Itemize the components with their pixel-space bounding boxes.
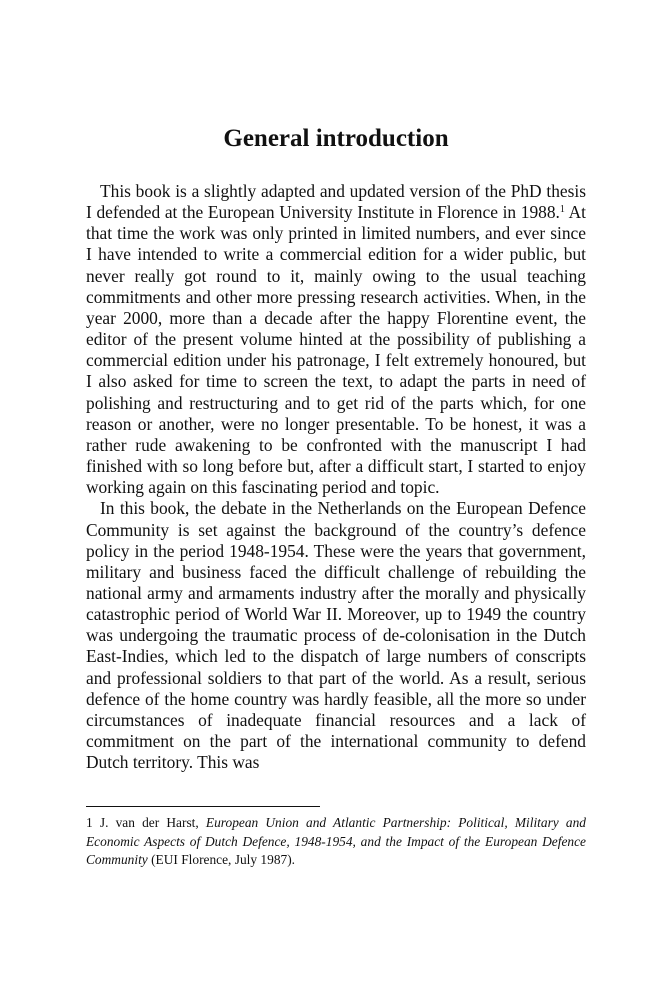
chapter-title: General introduction: [223, 125, 449, 152]
book-page: [86, 0, 586, 1002]
footnote-divider: [86, 806, 320, 807]
footnote-reference: 1: [559, 204, 565, 216]
paragraph-2: In this book, the debate in the Netherlands on the European Defence Community is set against the background of the country’s defence policy in the period 1948-1954. These were the years that government, military and business faced the difficult challenge of rebuilding the national army and armaments industry after the morally and physically catastrophic period of World War II. Moreover, up to 1949 the country was undergoing the traumatic process of de-colonisation in the Dutch East-Indies, which led to the dispatch of large numbers of conscripts and professional soldiers to that part of the world. As a result, serious defence of the home country was hardly feasible, all the more so under circumstances of inadequate financial resources and a lack of commitment on the part of the international community to defend Dutch territory. This was: [86, 498, 586, 773]
footnote-work-title: European Union and Atlantic Partnership: Political, Military and Economic Aspects of Dutch Defence, 1948-1954, and the Impact of the European Defence Community: [86, 815, 587, 867]
footnote-citation-prefix: 1 J. van der Harst,: [86, 815, 206, 830]
footnote-citation-suffix: (EUI Florence, July 1987).: [147, 852, 296, 867]
footnote: [86, 814, 586, 870]
body-text: [86, 181, 586, 773]
paragraph-1: [86, 181, 586, 498]
paragraph-1-opening-text: This book is a slightly adapted and updated version of the PhD thesis I defended at the European University Institute in Florence in 1988.: [86, 181, 586, 223]
paragraph-1-continued-text: At that time the work was only printed in limited numbers, and ever since I have intended to write a commercial edition for a wider public, but never really got round to it, mainly owing to the usual teaching commitments and other more pressing research activities. When, in the year 2000, more than a decade after the happy Florentine event, the editor of the present volume hinted at the possibility of publishing a commercial edition under his patronage, I felt extremely honoured, but I also asked for time to screen the text, to adapt the parts in need of polishing and restructuring and to get rid of the parts which, for one reason or another, were no longer presentable. To be honest, it was a rather rude awakening to be confronted with the manuscript I had finished with so long before but, after a difficult start, I started to enjoy working again on this fascinating period and topic.: [86, 202, 586, 498]
